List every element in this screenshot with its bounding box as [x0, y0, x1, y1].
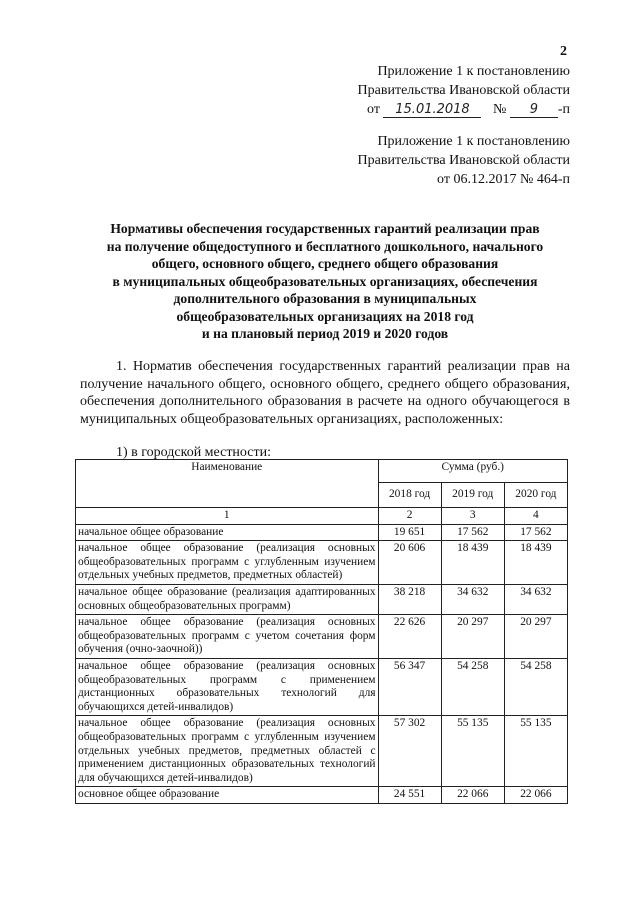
row-value-2018: 19 651 [378, 524, 441, 541]
appendix-old-line3: от 06.12.2017 № 464-п [437, 172, 570, 187]
row-name: начальное общее образование (реализация адаптированных основных общеобразовательных программ) [76, 584, 379, 614]
col-number: 3 [441, 508, 504, 525]
appendix-old-line2: Правительства Ивановской области [357, 153, 570, 168]
table-row [76, 787, 568, 804]
row-value-2019: 20 297 [441, 615, 504, 659]
handwritten-date: 15.01.2018 [383, 103, 481, 118]
number-label: № [492, 102, 507, 117]
col-number: 4 [504, 508, 567, 525]
row-name: начальное общее образование [76, 524, 379, 541]
title-line: в муниципальных общеобразовательных организациях, обеспечения [112, 273, 538, 289]
appendix-new-date-line [310, 100, 570, 119]
header-sum: Сумма (руб.) [378, 460, 567, 483]
header-year-2019: 2019 год [441, 483, 504, 508]
number-suffix: -п [557, 102, 570, 117]
page-number: 2 [560, 44, 567, 59]
row-value-2020: 34 632 [504, 584, 567, 614]
handwritten-number: 9 [510, 103, 558, 118]
body-paragraph: 1. Норматив обеспечения государственных гарантий реализации прав на получение начального общего, основного общего, среднего общего образования, обеспечения дополнительного образования в расчете на одного обучающегося в муниципальных общеобразовательных организациях, расположенных: [80, 359, 570, 427]
row-value-2019: 22 066 [441, 787, 504, 804]
col-number: 1 [76, 508, 379, 525]
row-value-2019: 34 632 [441, 584, 504, 614]
table-row [76, 716, 568, 787]
table-header-row [76, 460, 568, 483]
row-value-2018: 22 626 [378, 615, 441, 659]
row-name: основное общее образование [76, 787, 379, 804]
row-name: начальное общее образование (реализация основных общеобразовательных программ с применением дистанционных образовательных технологий для обучающихся детей-инвалидов) [76, 658, 379, 715]
row-value-2020: 54 258 [504, 658, 567, 715]
table-row [76, 658, 568, 715]
title-line: дополнительного образования в муниципальных [173, 291, 477, 306]
header-year-2020: 2020 год [504, 483, 567, 508]
table-colnum-row [76, 508, 568, 525]
appendix-new-block [310, 62, 570, 119]
title-line: Нормативы обеспечения государственных гарантий реализации прав [110, 221, 540, 236]
row-value-2020: 22 066 [504, 787, 567, 804]
row-name: начальное общее образование (реализация основных общеобразовательных программ с углубленным изучением отдельных учебных предметов, предметных областей с применением дистанционных образовательных технологий для обучающихся детей-инвалидов) [76, 716, 379, 787]
row-value-2020: 18 439 [504, 541, 567, 585]
row-value-2018: 56 347 [378, 658, 441, 715]
row-value-2019: 55 135 [441, 716, 504, 787]
row-value-2020: 55 135 [504, 716, 567, 787]
row-value-2018: 20 606 [378, 541, 441, 585]
row-value-2018: 38 218 [378, 584, 441, 614]
appendix-new-line2: Правительства Ивановской области [357, 83, 570, 98]
table-row [76, 615, 568, 659]
row-value-2019: 54 258 [441, 658, 504, 715]
row-value-2019: 18 439 [441, 541, 504, 585]
title-line: общего, основного общего, среднего общего образования [151, 256, 499, 271]
col-number: 2 [378, 508, 441, 525]
row-name: начальное общее образование (реализация основных общеобразовательных программ с углубленным изучением отдельных учебных предметов, предметных областей) [76, 541, 379, 585]
table-row [76, 584, 568, 614]
title-line: и на плановый период 2019 и 2020 годов [201, 326, 449, 341]
row-value-2020: 20 297 [504, 615, 567, 659]
row-value-2018: 57 302 [378, 716, 441, 787]
row-value-2020: 17 562 [504, 524, 567, 541]
appendix-new-line1: Приложение 1 к постановлению [377, 64, 570, 79]
row-name: начальное общее образование (реализация основных общеобразовательных программ с учетом сочетания форм обучения (очно-заочной)) [76, 615, 379, 659]
table-row [76, 524, 568, 541]
appendix-old-line1: Приложение 1 к постановлению [377, 134, 570, 149]
appendix-old-block [310, 132, 570, 189]
title-line: на получение общедоступного и бесплатного дошкольного, начального [106, 238, 544, 254]
table-row [76, 541, 568, 585]
norms-table [75, 459, 568, 804]
from-label: от [367, 102, 380, 117]
row-value-2019: 17 562 [441, 524, 504, 541]
header-name: Наименование [76, 460, 379, 508]
row-value-2018: 24 551 [378, 787, 441, 804]
header-year-2018: 2018 год [378, 483, 441, 508]
title-line: общеобразовательных организациях на 2018 год [176, 308, 474, 324]
subheading: 1) в городской местности: [116, 445, 271, 460]
document-title [80, 220, 570, 343]
